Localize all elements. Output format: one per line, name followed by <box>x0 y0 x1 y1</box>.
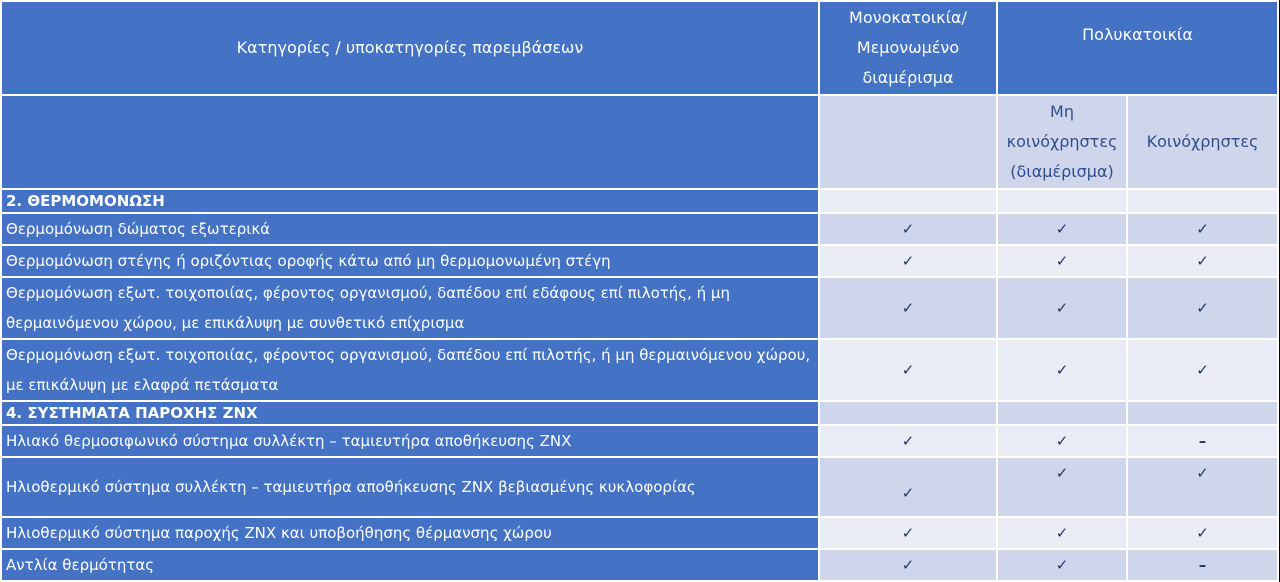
table-row <box>1 517 1278 549</box>
section-title: 2. ΘΕΡΜΟΜΟΝΩΣΗ <box>1 189 819 213</box>
row-common-mark: ✓ <box>1127 245 1278 277</box>
header-row-2 <box>1 95 1278 189</box>
section-empty-cell <box>997 189 1127 213</box>
row-label: Ηλιακό θερμοσιφωνικό σύστημα συλλέκτη – ταμιευτήρα αποθήκευσης ZNX <box>1 425 819 457</box>
section-row <box>1 401 1278 425</box>
row-single-mark: ✓ <box>819 457 997 517</box>
row-label: Θερμομόνωση εξωτ. τοιχοποιίας, φέροντος οργανισμού, δαπέδου επί εδάφους επί πιλοτής, ή μη θερμαινόμενου χώρου, με επικάλυψη με συνθετικό επίχρισμα <box>1 277 819 339</box>
row-non-common-mark: ✓ <box>997 549 1127 581</box>
table-row <box>1 457 1278 517</box>
section-empty-cell <box>819 401 997 425</box>
row-label: Θερμομόνωση στέγης ή οριζόντιας οροφής κάτω από μη θερμομονωμένη στέγη <box>1 245 819 277</box>
row-non-common-mark: ✓ <box>997 277 1127 339</box>
row-common-mark: ✓ <box>1127 277 1278 339</box>
row-single-mark: ✓ <box>819 517 997 549</box>
section-empty-cell <box>1127 401 1278 425</box>
row-label: Θερμομόνωση δώματος εξωτερικά <box>1 213 819 245</box>
table-row <box>1 549 1278 581</box>
row-single-mark: ✓ <box>819 549 997 581</box>
table-row <box>1 213 1278 245</box>
row-single-mark: ✓ <box>819 277 997 339</box>
row-common-mark: – <box>1127 549 1278 581</box>
table-row <box>1 277 1278 339</box>
section-row <box>1 189 1278 213</box>
section-title: 4. ΣΥΣΤΗΜΑΤΑ ΠΑΡΟΧΗΣ ZNX <box>1 401 819 425</box>
row-non-common-mark: ✓ <box>997 213 1127 245</box>
header-categories: Κατηγορίες / υποκατηγορίες παρεμβάσεων <box>1 1 819 95</box>
row-non-common-mark: ✓ <box>997 425 1127 457</box>
table-row <box>1 245 1278 277</box>
table-row <box>1 425 1278 457</box>
header-row-1 <box>1 1 1278 95</box>
header-apartment-block: Πολυκατοικία <box>997 1 1278 95</box>
row-common-mark: ✓ <box>1127 457 1278 517</box>
table-row <box>1 339 1278 401</box>
row-single-mark: ✓ <box>819 425 997 457</box>
row-single-mark: ✓ <box>819 213 997 245</box>
row-non-common-mark: ✓ <box>997 517 1127 549</box>
row-label: Ηλιοθερμικό σύστημα παροχής ZNX και υποβοήθησης θέρμανσης χώρου <box>1 517 819 549</box>
row-non-common-mark: ✓ <box>997 339 1127 401</box>
header-non-common: Μη κοινόχρηστες (διαμέρισμα) <box>997 95 1127 189</box>
header-common: Κοινόχρηστες <box>1127 95 1278 189</box>
row-label: Θερμομόνωση εξωτ. τοιχοποιίας, φέροντος οργανισμού, δαπέδου επί πιλοτής, ή μη θερμαινόμενου χώρου, με επικάλυψη με ελαφρά πετάσματα <box>1 339 819 401</box>
section-empty-cell <box>1127 189 1278 213</box>
row-non-common-mark: ✓ <box>997 457 1127 517</box>
row-common-mark: ✓ <box>1127 213 1278 245</box>
section-empty-cell <box>819 189 997 213</box>
row-non-common-mark: ✓ <box>997 245 1127 277</box>
header-single-house: Μονοκατοικία/ Μεμονωμένο διαμέρισμα <box>819 1 997 95</box>
row-label: Αντλία θερμότητας <box>1 549 819 581</box>
header-blank <box>1 95 819 189</box>
row-label: Ηλιοθερμικό σύστημα συλλέκτη – ταμιευτήρα αποθήκευσης ZNX βεβιασμένης κυκλοφορίας <box>1 457 819 517</box>
row-single-mark: ✓ <box>819 339 997 401</box>
section-empty-cell <box>997 401 1127 425</box>
row-common-mark: ✓ <box>1127 339 1278 401</box>
row-common-mark: ✓ <box>1127 517 1278 549</box>
row-common-mark: – <box>1127 425 1278 457</box>
header-blank-single <box>819 95 997 189</box>
row-single-mark: ✓ <box>819 245 997 277</box>
